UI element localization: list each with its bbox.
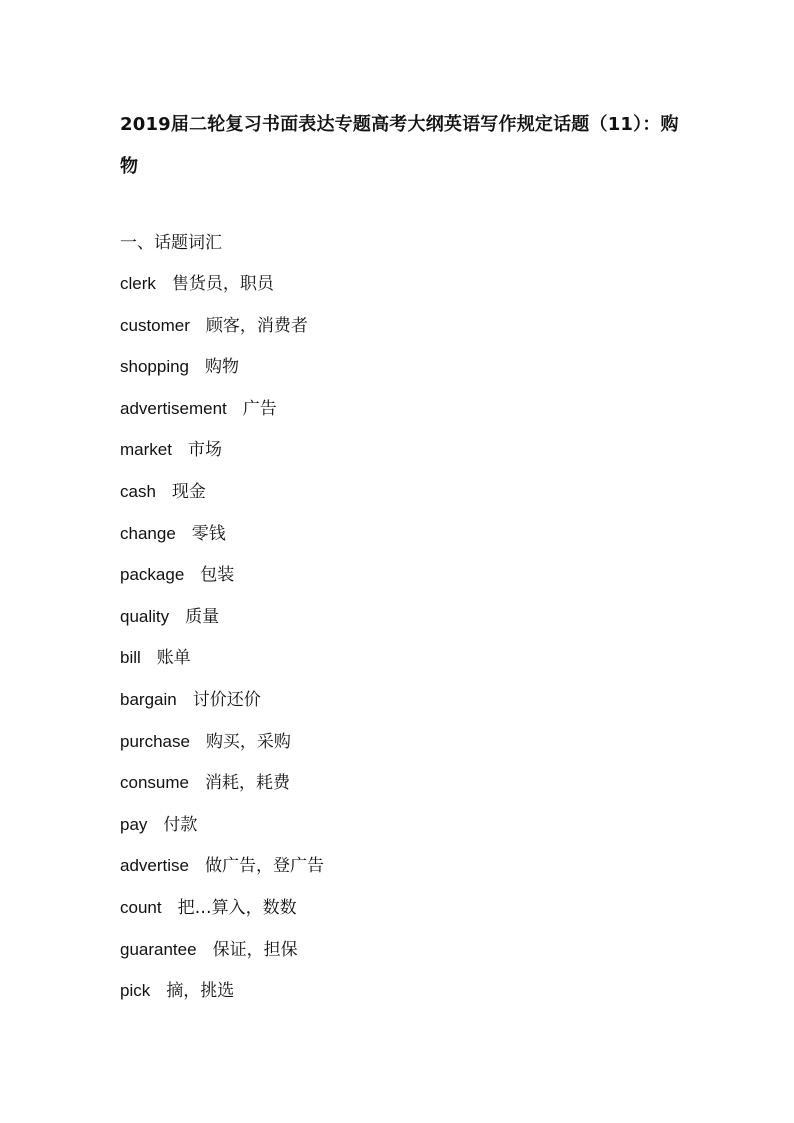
vocab-english: consume [120,773,189,793]
vocab-item [120,397,324,439]
vocab-item [120,605,324,647]
vocab-english: guarantee [120,939,197,959]
vocab-item [120,688,324,730]
vocab-item [120,646,324,688]
vocab-english: purchase [120,731,190,751]
vocab-chinese: 市场 [187,440,222,461]
vocab-english: cash [120,481,156,501]
section-heading: 一、话题词汇 [120,233,222,253]
document-title: 2019届二轮复习书面表达专题高考大纲英语写作规定话题（11）：购物 [120,114,679,177]
vocab-english: market [120,440,172,460]
vocab-english: customer [120,315,190,335]
vocab-chinese: 保证，担保 [212,939,298,960]
vocab-chinese: 包装 [200,565,235,586]
vocab-chinese: 讨价还价 [192,689,261,710]
vocab-english: bill [120,648,141,668]
vocab-chinese: 账单 [156,648,191,669]
vocab-chinese: 购物 [205,357,240,378]
vocab-item [120,438,324,480]
vocab-chinese: 质量 [185,606,220,627]
vocab-item [120,314,324,356]
vocab-chinese: 消耗，耗费 [204,773,290,794]
vocab-chinese: 摘，挑选 [166,981,235,1002]
vocab-item [120,896,324,938]
vocab-english: clerk [120,274,156,293]
vocab-chinese: 售货员，职员 [171,274,274,294]
vocab-english: shopping [120,357,190,377]
vocab-english: quality [120,606,170,626]
vocab-english: change [120,523,176,543]
vocab-item [120,730,324,772]
vocab-english: advertise [120,856,189,876]
vocab-chinese: 现金 [171,481,206,502]
vocab-chinese: 把…算入，数数 [177,897,297,918]
vocab-item [120,480,324,522]
vocab-english: count [120,897,162,917]
vocab-english: package [120,565,185,585]
vocab-item [120,563,324,605]
vocab-english: pick [120,981,151,1001]
vocab-chinese: 付款 [163,814,198,835]
vocab-item [120,854,324,896]
vocabulary-list [120,272,324,1021]
vocab-chinese: 广告 [242,398,277,419]
vocab-chinese: 顾客，消费者 [205,315,308,336]
vocab-english: advertisement [120,398,227,418]
vocab-english: pay [120,814,148,834]
vocab-item [120,355,324,397]
vocab-item [120,813,324,855]
vocab-chinese: 零钱 [191,523,226,544]
vocab-item [120,272,324,314]
vocab-english: bargain [120,689,177,709]
vocab-chinese: 做广告，登广告 [204,856,324,877]
vocab-item [120,938,324,980]
vocab-item [120,522,324,564]
vocab-chinese: 购买，采购 [205,731,291,752]
vocab-item [120,771,324,813]
vocab-item [120,979,324,1021]
